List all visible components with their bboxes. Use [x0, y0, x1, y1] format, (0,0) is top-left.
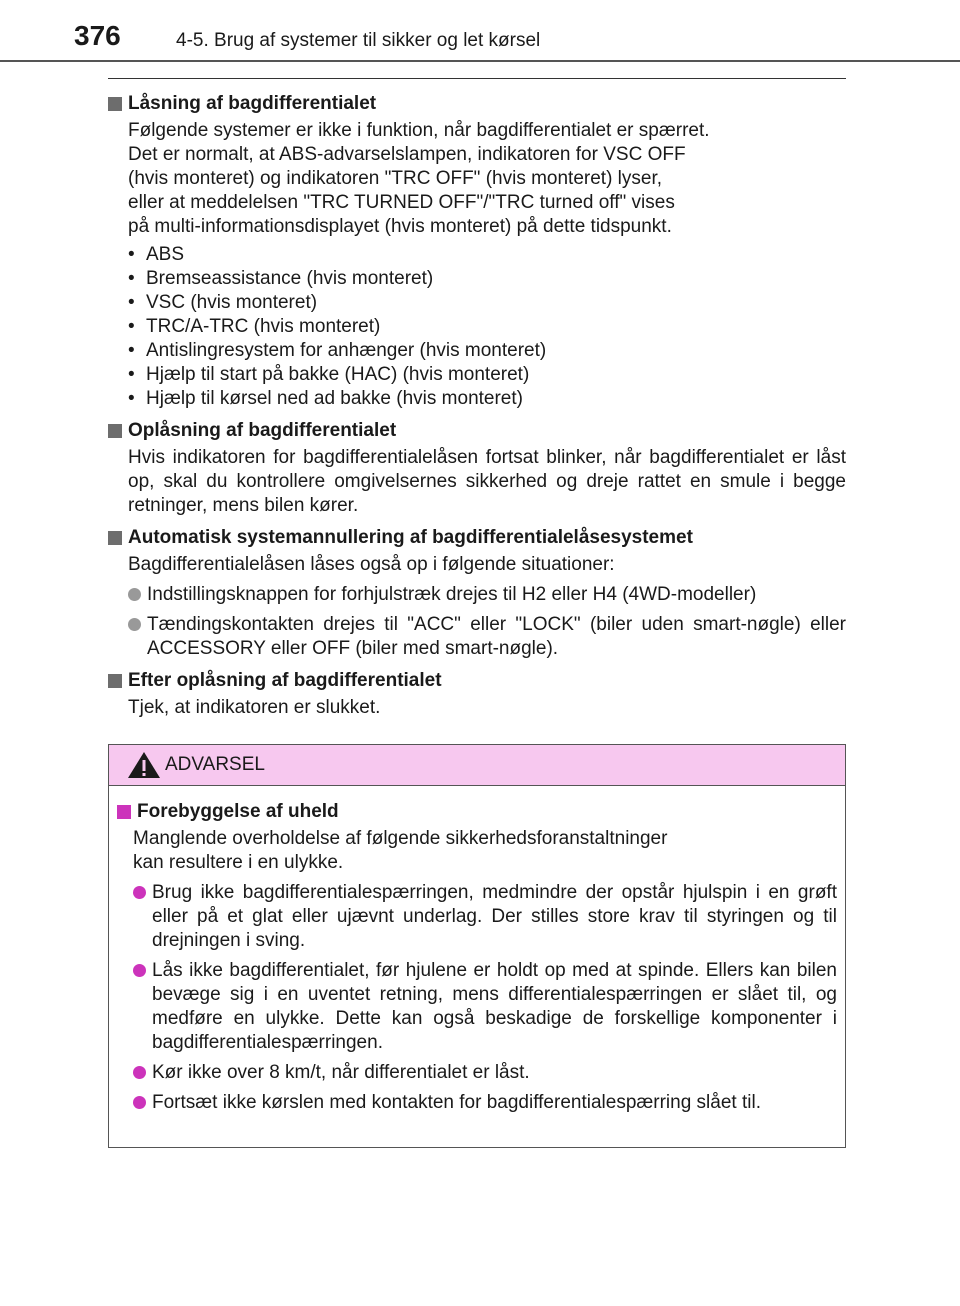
heading-text: Oplåsning af bagdifferentialet [128, 420, 397, 441]
paragraph: Tjek, at indikatoren er slukket. [128, 697, 381, 718]
list-item: • Antislingresystem for anhænger (hvis monteret) [128, 340, 547, 361]
paragraph [117, 827, 837, 875]
paragraph: Bagdifferentialelåsen låses også op i følgende situationer: [128, 554, 615, 575]
page-number: 376 [74, 20, 121, 51]
warning-title: ADVARSEL [165, 754, 265, 775]
warning-heading [117, 800, 837, 824]
circle-bullet-icon [128, 618, 141, 631]
section-heading [108, 526, 846, 550]
list-item: • Hjælp til start på bakke (HAC) (hvis monteret) [128, 364, 530, 385]
main-content [108, 92, 846, 728]
section-unlocking [108, 419, 846, 518]
list-item: Indstillingsknappen for forhjulstræk drejes til H2 eller H4 (4WD-modeller) [128, 583, 846, 607]
list-item: • TRC/A-TRC (hvis monteret) [128, 316, 381, 337]
list-item: Brug ikke bagdifferentialespærringen, medmindre der opstår hjulspin i en grøft eller på et glat eller ujævnt underlag. Der stilles store krav til styringen og til drejningen i sving. [133, 881, 837, 953]
circle-bullet-icon [133, 886, 146, 899]
text-line: (hvis monteret) og indikatoren "TRC OFF" (hvis monteret) lyser, [128, 168, 663, 189]
circle-bullet-icon [133, 1096, 146, 1109]
section-locking [108, 92, 846, 411]
warning-box [108, 744, 846, 1148]
text-line: Det er normalt, at ABS-advarselslampen, indikatoren for VSC OFF [128, 144, 686, 165]
list-item: • ABS [128, 244, 185, 265]
heading-text: Låsning af bagdifferentialet [128, 93, 377, 114]
list-item: Tændingskontakten drejes til "ACC" eller "LOCK" (biler uden smart-nøgle) eller ACCESSORY eller OFF (biler med smart-nøgle). [128, 613, 846, 661]
section-auto-cancel [108, 526, 846, 661]
list-item: • VSC (hvis monteret) [128, 292, 318, 313]
content-divider [108, 78, 846, 79]
bullet-list [108, 243, 846, 411]
list-item: • Bremseassistance (hvis monteret) [128, 268, 434, 289]
paragraph [108, 119, 846, 239]
paragraph: Hvis indikatoren for bagdifferentialelåsen fortsat blinker, når bagdifferentialet er låst op, skal du kontrollere omgivelsernes sikkerhed og dreje rattet en smule i begge retninger, mens bilen kører. [128, 447, 846, 516]
list-item: • Hjælp til kørsel ned ad bakke (hvis monteret) [128, 388, 523, 409]
square-bullet-icon [117, 805, 131, 819]
heading-text: Forebyggelse af uheld [137, 801, 339, 822]
header-divider [0, 60, 960, 62]
circle-bullet-icon [128, 588, 141, 601]
text-line: Følgende systemer er ikke i funktion, når bagdifferentialet er spærret. [128, 120, 710, 141]
square-bullet-icon [108, 674, 122, 688]
page-header [0, 0, 960, 62]
text-line: eller at meddelelsen "TRC TURNED OFF"/"TRC turned off" vises [128, 192, 675, 213]
circle-bullet-icon [133, 964, 146, 977]
square-bullet-icon [108, 531, 122, 545]
warning-triangle-icon [127, 751, 161, 779]
square-bullet-icon [108, 424, 122, 438]
section-heading [108, 669, 846, 693]
warning-body [109, 786, 845, 1115]
text-line: kan resultere i en ulykke. [133, 852, 344, 873]
text-line: Manglende overholdelse af følgende sikkerhedsforanstaltninger [133, 828, 668, 849]
warning-header [109, 745, 845, 786]
list-item: Kør ikke over 8 km/t, når differentialet er låst. [133, 1061, 837, 1085]
heading-text: Efter oplåsning af bagdifferentialet [128, 670, 442, 691]
section-heading [108, 92, 846, 116]
section-title: 4-5. Brug af systemer til sikker og let kørsel [176, 30, 541, 51]
list-item: Fortsæt ikke kørslen med kontakten for bagdifferentialespærring slået til. [133, 1091, 837, 1115]
heading-text: Automatisk systemannullering af bagdifferentialelåsesystemet [128, 527, 693, 548]
list-item: Lås ikke bagdifferentialet, før hjulene er holdt op med at spinde. Ellers kan bilen bevæge sig i en uventet retning, mens differentialespærringen er slået til, og medføre en ulykke. Dette kan også beskadige de forskellige komponenter i bagdifferentialespærringen. [133, 959, 837, 1055]
warning-list [117, 881, 837, 1115]
section-after-unlocking [108, 669, 846, 720]
section-heading [108, 419, 846, 443]
text-line: på multi-informationsdisplayet (hvis monteret) på dette tidspunkt. [128, 216, 672, 237]
circle-bullet-icon [133, 1066, 146, 1079]
square-bullet-icon [108, 97, 122, 111]
circle-list [108, 583, 846, 661]
